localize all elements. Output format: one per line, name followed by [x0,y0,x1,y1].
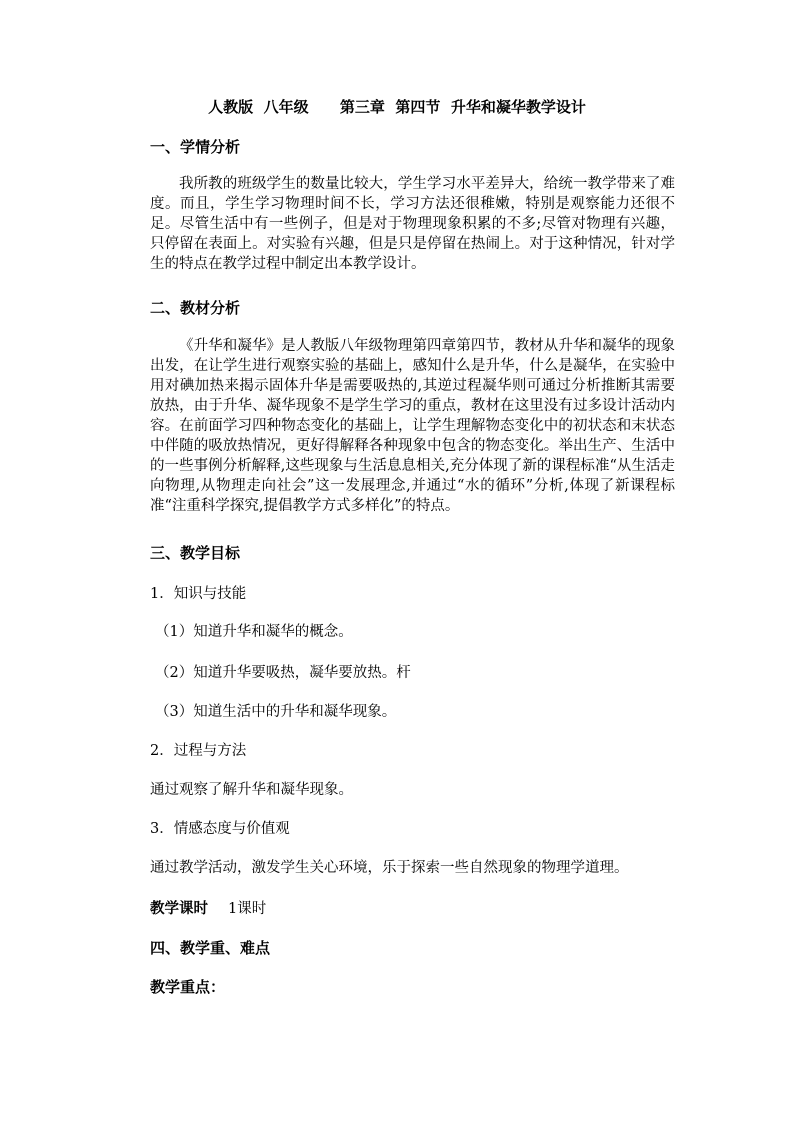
section-heading-textbook-analysis: 二、教材分析 [150,299,241,317]
lesson-time-label: 教学课时 [150,900,208,917]
goal-process-text: 通过观察了解升华和凝华现象。 [150,782,353,798]
goal-process-label: 2．过程与方法 [150,743,247,759]
goal-attitude-text: 通过教学活动，激发学生关心环境，乐于探索一些自然现象的物理学道理。 [150,860,629,876]
goal-attitude-label: 3．情感态度与价值观 [150,821,290,837]
lesson-time-row [150,899,675,919]
section-heading-learner-analysis: 一、学情分析 [150,138,241,156]
goal-knowledge-label: 1．知识与技能 [150,586,247,602]
textbook-analysis-paragraph: 《升华和凝华》是人教版八年级物理第四章第四节，教材从升华和凝华的现象出发，在让学生进行观察实验的基础上，感知什么是升华，什么是凝华，在实验中用对碘加热来揭示固体升华是需要吸热的,其逆过程凝华则可通过分析推断其需要放热，由于升华、凝华现象不是学生学习的重点，教材在这里没有过多设计活动内容。在前面学习四种物态变化的基础上，让学生理解物态变化中的初状态和末状态中伴随的吸放热情况，更好得解释各种现象中包含的物态变化。举出生产、生活中的一些事例分析解释,这些现象与生活息息相关,充分体现了新的课程标准“从生活走向物理,从物理走向社会”这一发展理念,并通过“水的循环”分析,体现了新课程标准“注重科学探究,提倡教学方式多样化”的特点。 [150,338,675,514]
section-heading-teaching-goals: 三、教学目标 [150,544,241,562]
key-points-sub-label: 教学重点： [150,978,226,996]
goal-knowledge-item: （2）知道升华要吸热，凝华要放热。杆 [155,665,411,681]
goal-knowledge-item: （1）知道升华和凝华的概念。 [155,624,353,640]
lesson-time-value: 1课时 [228,901,267,917]
document-title: 人教版 八年级 第三章 第四节 升华和凝华教学设计 [208,98,586,116]
goal-knowledge-item: （3）知道生活中的升华和凝华现象。 [155,704,397,720]
section-heading-key-points: 四、教学重、难点 [150,939,271,957]
learner-analysis-paragraph: 我所教的班级学生的数量比较大，学生学习水平差异大，给统一教学带来了难度。而且，学生学习物理时间不长，学习方法还很稚嫩，特别是观察能力还很不足。尽管生活中有一些例子，但是对于物理现象积累的不多;尽管对物理有兴趣，只停留在表面上。对实验有兴趣，但是只是停留在热闹上。对于这种情况，针对学生的特点在教学过程中制定出本教学设计。 [150,176,675,272]
